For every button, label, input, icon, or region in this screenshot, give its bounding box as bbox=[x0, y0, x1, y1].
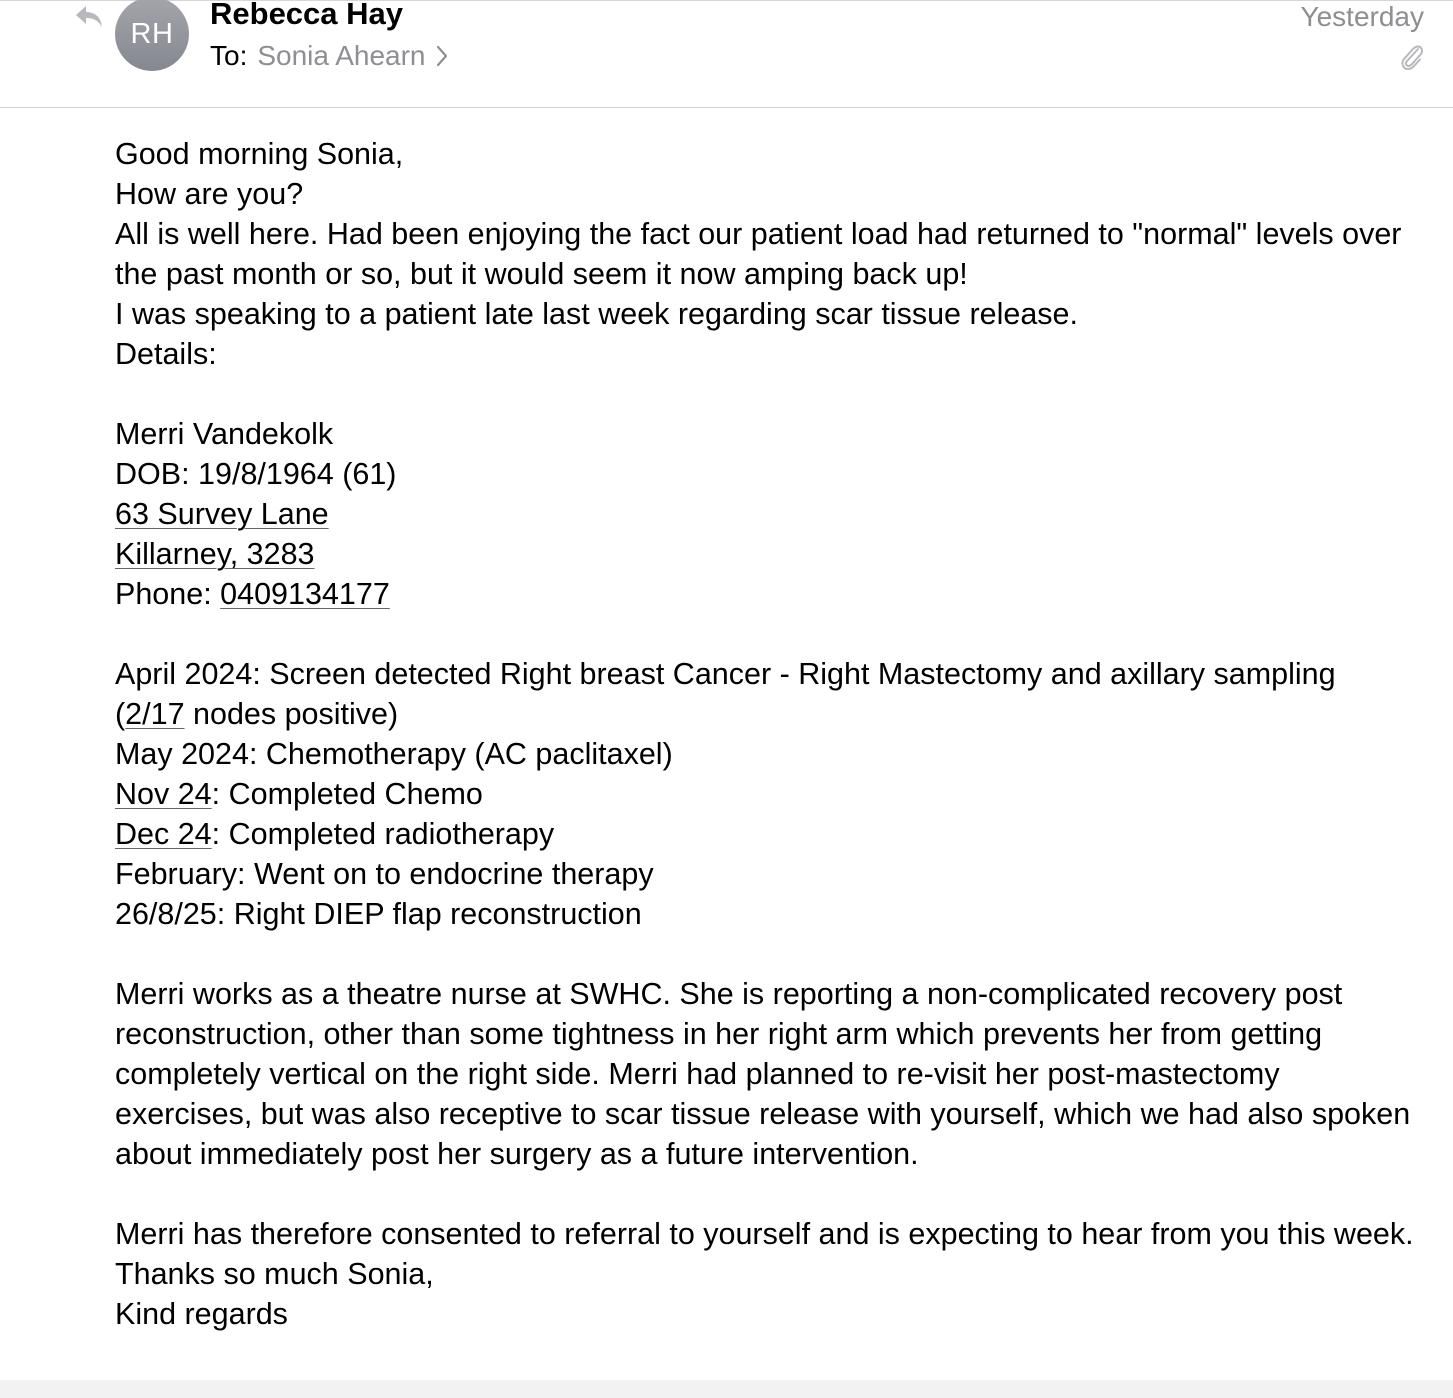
blank-line bbox=[115, 374, 1425, 414]
nodes-link[interactable]: 2/17 bbox=[125, 697, 185, 731]
blank-line bbox=[115, 1174, 1425, 1214]
history-nov bbox=[115, 774, 1425, 814]
message-body bbox=[115, 134, 1425, 1334]
body-paragraph: Merri works as a theatre nurse at SWHC. She is reporting a non-complicated recovery post reconstruction, other than some tightness in her right arm which prevents her from getting completely vertical on the right side. Merri had planned to re-visit her post-mastectomy exercises, but was also receptive to scar tissue release with yourself, which we had also spoken about immediately post her surgery as a future intervention. bbox=[115, 977, 1411, 1171]
recipient-line[interactable] bbox=[210, 40, 448, 72]
history-feb: February: Went on to endocrine therapy bbox=[115, 857, 654, 891]
history-aug: 26/8/25: Right DIEP flap reconstruction bbox=[115, 897, 642, 931]
recipient-name[interactable]: Sonia Ahearn bbox=[257, 40, 426, 71]
nov-text: : Completed Chemo bbox=[211, 777, 483, 811]
dec-text: : Completed radiotherapy bbox=[211, 817, 555, 851]
history-may: May 2024: Chemotherapy (AC paclitaxel) bbox=[115, 737, 673, 771]
patient-name: Merri Vandekolk bbox=[115, 417, 334, 451]
history-april: April 2024: Screen detected Right breast Cancer - Right Mastectomy and axillary sampling bbox=[115, 657, 1336, 691]
address-street-link[interactable]: 63 Survey Lane bbox=[115, 497, 329, 531]
body-line: How are you? bbox=[115, 177, 304, 211]
history-april-nodes bbox=[115, 694, 1425, 734]
dec-date-link[interactable]: Dec 24 bbox=[115, 817, 212, 851]
phone-label: Phone: bbox=[115, 577, 221, 611]
body-paragraph: All is well here. Had been enjoying the fact our patient load had returned to "normal" levels over the past month or so, but it would seem it now amping back up! bbox=[115, 217, 1402, 291]
nov-date-link[interactable]: Nov 24 bbox=[115, 777, 212, 811]
body-paragraph: Merri has therefore consented to referral to yourself and is expecting to hear from you this week. bbox=[115, 1217, 1414, 1251]
nodes-text: nodes positive) bbox=[184, 697, 399, 731]
paperclip-icon[interactable] bbox=[1399, 43, 1425, 71]
sender-name[interactable]: Rebecca Hay bbox=[210, 0, 404, 31]
signoff: Kind regards bbox=[115, 1297, 288, 1331]
to-label: To: bbox=[210, 40, 248, 71]
blank-line bbox=[115, 614, 1425, 654]
avatar-initials: RH bbox=[130, 17, 174, 50]
greeting: Good morning Sonia, bbox=[115, 137, 404, 171]
chevron-right-icon[interactable] bbox=[436, 45, 448, 67]
phone-line bbox=[115, 574, 1425, 614]
address-suburb-link[interactable]: Killarney, 3283 bbox=[115, 537, 315, 571]
history-dec bbox=[115, 814, 1425, 854]
message-date: Yesterday bbox=[1300, 1, 1424, 32]
body-line: I was speaking to a patient late last week regarding scar tissue release. bbox=[115, 297, 1078, 331]
paren: ( bbox=[115, 697, 126, 731]
bottom-bar bbox=[0, 1380, 1453, 1398]
thanks-line: Thanks so much Sonia, bbox=[115, 1257, 434, 1291]
phone-number-link[interactable]: 0409134177 bbox=[220, 577, 390, 611]
patient-dob: DOB: 19/8/1964 (61) bbox=[115, 457, 397, 491]
message-header bbox=[0, 0, 1453, 108]
blank-line bbox=[115, 934, 1425, 974]
reply-icon[interactable] bbox=[74, 4, 104, 30]
details-label: Details: bbox=[115, 337, 217, 371]
avatar[interactable] bbox=[115, 0, 189, 71]
